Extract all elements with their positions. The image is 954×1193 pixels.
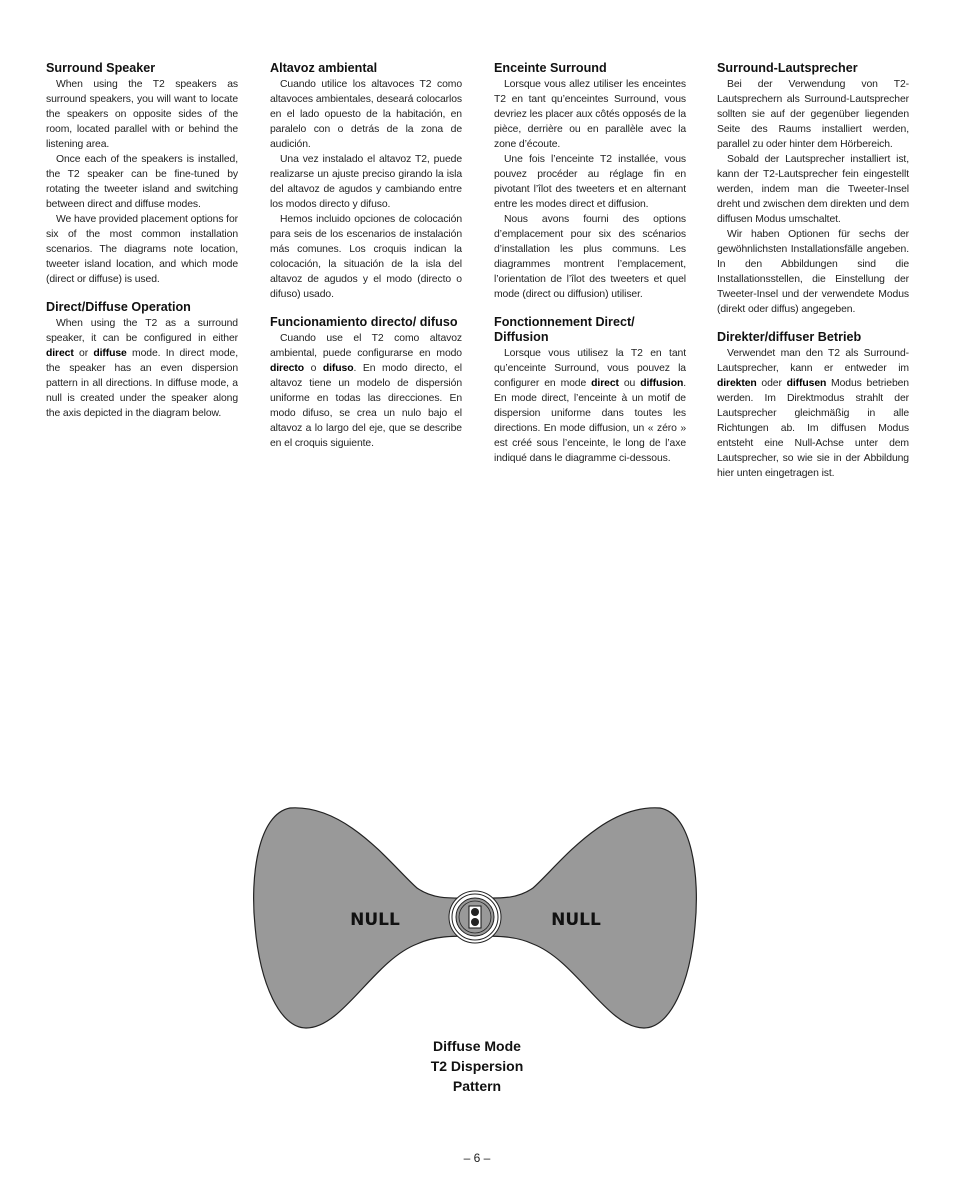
body-paragraph: Hemos incluido opciones de colocación para seis de los escenarios de instalación más comunes. Los croquis indican la colocación, la situación de la isla del altavoz de agudos y el modo (directo o difuso) usado. (270, 214, 462, 300)
page-number: – 6 – (463, 1151, 491, 1165)
body-paragraph: When using the T2 as a surround speaker, it can be configured in either direct or diffuse mode. In direct mode, the speaker has an even dispersion pattern in all directions. In diffuse mode, a null is created under the speaker along the axis depicted in the diagram below. (46, 318, 238, 419)
body-paragraph: Bei der Verwendung von T2-Lautsprechern als Surround-Lautsprecher sollten sie auf der gegenüber liegenden Seite des Raums installiert werden, parallel zu oder hinter dem Hörbereich. (717, 79, 909, 150)
caption-line: Diffuse Mode (433, 1038, 521, 1054)
emphasis: diffusion (640, 378, 684, 389)
caption-line: Pattern (452, 1078, 502, 1094)
section-heading: Enceinte Surround (494, 61, 607, 75)
section (46, 61, 238, 287)
body-paragraph: We have provided placement options for six of the most common installation scenarios. The diagrams note location, tweeter island location, and which mode (direct or diffuse) is used. (46, 214, 238, 285)
section (270, 61, 462, 302)
section (717, 330, 909, 481)
emphasis: direct (591, 378, 619, 389)
column-spanish (270, 61, 462, 464)
body-paragraph: Lorsque vous allez utiliser les enceintes T2 en tant qu’enceintes Surround, vous devriez les placer aux côtés opposés de la pièce, derrière ou en parallèle avec la zone d’écoute. (494, 79, 686, 150)
dispersion-pattern-diagram (252, 796, 698, 1036)
emphasis: directo (270, 363, 304, 374)
section (717, 61, 909, 317)
null-label-right: NULL (551, 910, 601, 930)
emphasis: direkten (717, 378, 757, 389)
body-paragraph: Once each of the speakers is installed, the T2 speaker can be fine-tuned by rotating the tweeter island and switching between direct and diffuse modes. (46, 154, 238, 210)
column-french (494, 61, 686, 479)
column-german (717, 61, 909, 494)
section-heading: Funcionamiento directo/ difuso (270, 315, 458, 329)
emphasis: diffusen (786, 378, 827, 389)
body-paragraph: When using the T2 speakers as surround speakers, you will want to locate the speakers on opposite sides of the room, located parallel with or behind the listening area. (46, 79, 238, 150)
section (494, 61, 686, 302)
body-paragraph: Wir haben Optionen für sechs der gewöhnlichsten Installationsfälle angeben. In den Abbildungen sind die Installationsstellen, die Einstellung der Tweeter-Insel und der verwendete Modus (direkt oder diffus) angegeben. (717, 229, 909, 315)
emphasis: diffuse (93, 348, 127, 359)
section-heading: Direct/Diffuse Operation (46, 300, 191, 314)
body-paragraph: Une fois l’enceinte T2 installée, vous pouvez procéder au réglage fin en pivotant l’îlot des tweeters et en alternant entre les modes direct et diffusion. (494, 154, 686, 210)
null-label-left: NULL (350, 910, 400, 930)
section-heading: Direkter/diffuser Betrieb (717, 330, 862, 344)
body-paragraph: Sobald der Lautsprecher installiert ist, kann der T2-Lautsprecher fein eingestellt werden, indem man die Tweeter-Insel dreht und zwischen dem direkten und dem diffusen Modus umschaltet. (717, 154, 909, 225)
section-heading: Altavoz ambiental (270, 61, 378, 75)
body-paragraph: Cuando use el T2 como altavoz ambiental, puede configurarse en modo directo o difuso. En modo directo, el altavoz tiene un modelo de dispersión uniforme en todas las direcciones. En modo difuso, se crea un nulo bajo el altavoz a lo largo del eje, que se describe en el croquis siguiente. (270, 333, 462, 449)
body-paragraph: Una vez instalado el altavoz T2, puede realizarse un ajuste preciso girando la isla del altavoz de agudos y cambiando entre los modos directo y difuso. (270, 154, 462, 210)
section (46, 300, 238, 421)
section (270, 315, 462, 451)
speaker-icon (449, 891, 501, 943)
diagram-caption (377, 1036, 577, 1096)
caption-line: T2 Dispersion (430, 1058, 524, 1074)
section (494, 315, 686, 466)
section-heading: Surround-Lautsprecher (717, 61, 858, 75)
emphasis: difuso (322, 363, 354, 374)
section-heading: Surround Speaker (46, 61, 156, 75)
body-paragraph: Cuando utilice los altavoces T2 como altavoces ambientales, deseará colocarlos en el lado opuesto de la habitación, en paralelo con o detrás de la zona de audición. (270, 79, 462, 150)
emphasis: direct (46, 348, 74, 359)
column-english (46, 61, 238, 434)
body-paragraph: Verwendet man den T2 als Surround-Lautsprecher, kann er entweder im direkten oder diffusen Modus betrieben werden. Im Direktmodus strahlt der Lautsprecher gleichmäßig in alle Richtungen ab. Im diffusen Modus entsteht eine Null-Achse unter dem Lautsprecher, so wie sie in der Abbildung hier unten eingetragen ist. (717, 348, 909, 479)
section-heading: Fonctionnement Direct/ Diffusion (494, 315, 635, 344)
body-paragraph: Lorsque vous utilisez la T2 en tant qu’enceinte Surround, vous pouvez la configurer en mode direct ou diffusion. En mode direct, l’enceinte à un motif de dispersion uniforme dans toutes les directions. En mode diffusion, un « zéro » est créé sous l’enceinte, le long de l’axe indiqué dans le diagramme ci-dessous. (494, 348, 687, 464)
body-paragraph: Nous avons fourni des options d’emplacement pour six des scénarios d’installation les plus communs. Les diagrammes montrent l’emplacement, l’orientation de l’îlot des tweeters et quel mode (direct ou diffusion) utiliser. (494, 214, 686, 300)
